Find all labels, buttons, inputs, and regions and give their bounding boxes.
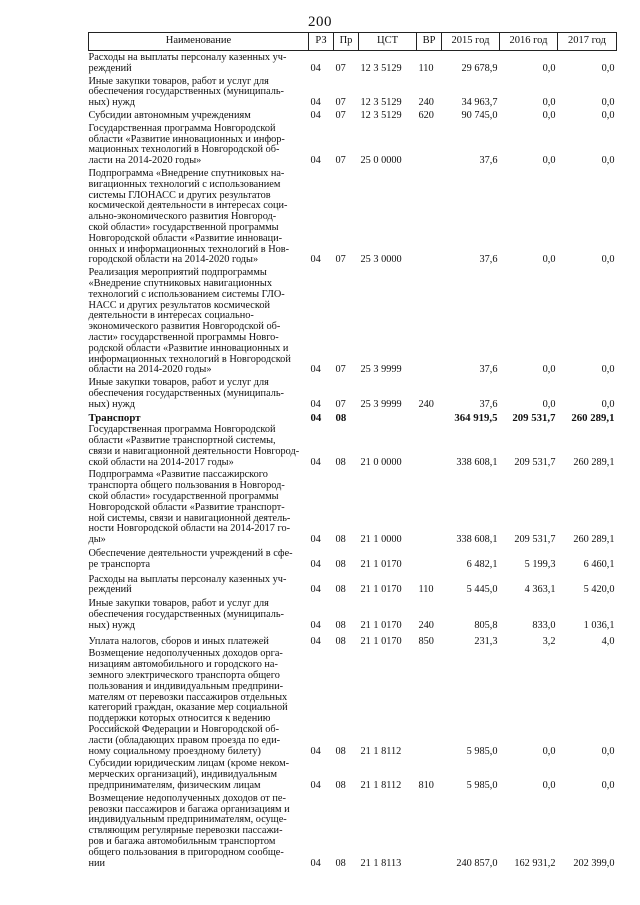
row-cst: 21 1 8113	[360, 857, 402, 869]
row-rz: 04	[310, 558, 321, 570]
row-value-2017: 260 289,1	[573, 456, 615, 468]
row-cst: 21 1 0170	[360, 635, 402, 647]
row-rz: 04	[310, 364, 321, 376]
row-pr: 07	[335, 62, 346, 74]
row-rz: 04	[310, 109, 321, 121]
page-number: 200	[308, 14, 332, 30]
row-name: Обеспечение деятельности учреждений в сфе- ре транспорта	[88, 548, 293, 570]
row-rz: 04	[310, 780, 321, 791]
row-name: Возмещение недополученных доходов от пе- ревозки пассажиров и багажа организациям и индивидуальным предпринимателям, осуще- ствляющим регулярные перевозки пассажи- ров и багажа автомобильным транспортом общего пользования в пригородном сообще- нии	[88, 792, 290, 869]
row-cst: 21 0 0000	[360, 456, 402, 468]
row-rz: 04	[310, 97, 321, 109]
row-pr: 07	[335, 109, 346, 121]
row-value-2016: 209 531,7	[514, 534, 556, 546]
row-value-2016: 0,0	[542, 745, 556, 757]
header-cst: ЦСТ	[359, 33, 417, 51]
row-vr	[417, 468, 442, 546]
row-pr: 08	[335, 558, 346, 570]
header-2016: 2016 год	[500, 33, 558, 51]
row-value-2016: 0,0	[542, 155, 556, 167]
table-row	[89, 757, 617, 791]
row-pr: 07	[335, 364, 346, 376]
row-value-2017: 4,0	[601, 635, 615, 647]
row-pr: 08	[335, 456, 346, 468]
row-value-2017: 202 399,0	[573, 857, 615, 869]
row-value-2017: 260 289,1	[571, 411, 615, 424]
row-vr	[417, 423, 442, 468]
row-cst: 12 3 5129	[360, 62, 402, 74]
row-vr	[417, 167, 442, 266]
row-rz: 04	[310, 155, 321, 167]
row-pr: 08	[335, 619, 346, 631]
row-pr: 08	[335, 857, 346, 869]
row-name: Государственная программа Новгородской области «Развитие транспортной системы, связи и навигационной деятельности Новгород- ской области на 2014-2017 годы»	[88, 424, 300, 468]
table-row	[89, 468, 617, 546]
row-vr: 240	[418, 398, 434, 410]
row-cst	[359, 411, 417, 424]
row-value-2015: 338 608,1	[456, 534, 498, 546]
header-2015: 2015 год	[442, 33, 500, 51]
header-pr: Пр	[334, 33, 359, 51]
row-pr: 07	[335, 254, 346, 266]
row-value-2015: 6 482,1	[466, 558, 498, 570]
row-rz: 04	[310, 745, 321, 757]
row-name: Иные закупки товаров, работ и услуг для обеспечения государственных (муниципаль- ных) нужд	[88, 377, 284, 410]
row-vr	[417, 411, 442, 424]
row-name: Иные закупки товаров, работ и услуг для обеспечения государственных (муниципаль- ных) нужд	[88, 598, 284, 631]
row-name: Расходы на выплаты персоналу казенных уч- реждений	[88, 52, 287, 74]
row-cst: 21 1 8112	[360, 780, 402, 791]
row-vr: 620	[418, 109, 434, 121]
row-value-2017: 0,0	[601, 364, 615, 376]
row-name: Иные закупки товаров, работ и услуг для обеспечения государственных (муниципаль- ных) нужд	[88, 75, 284, 109]
row-value-2015: 231,3	[474, 635, 498, 647]
row-value-2016: 0,0	[542, 62, 556, 74]
row-value-2015: 29 678,9	[461, 62, 498, 74]
row-cst: 25 3 9999	[360, 398, 402, 410]
row-name: Реализация мероприятий подпрограммы «Внедрение спутниковых навигационных технологий с использованием системы ГЛО- НАСС и других результатов космической деятельности в интересах социально- экономического развития Новгородской об- ласти» государственной программы Новго- родской области «Развитие инновационных и информационных технологий в Новгородской области на 2014-2020 годы»	[88, 267, 291, 376]
row-name: Уплата налогов, сборов и иных платежей	[88, 635, 269, 647]
row-value-2017: 0,0	[601, 109, 615, 121]
row-rz: 04	[310, 456, 321, 468]
header-name: Наименование	[89, 33, 309, 51]
row-cst: 21 1 0000	[360, 534, 402, 546]
table-row	[89, 423, 617, 468]
row-name: Подпрограмма «Развитие пассажирского транспорта общего пользования в Новгород- ской области» государственной программы Новгородской области «Развитие транспорт- ной системы, связи и навигационной деятель- ности Новгородской области на 2014-2017 го- ды»	[88, 469, 291, 546]
row-pr: 08	[335, 745, 346, 757]
row-value-2017: 0,0	[601, 62, 615, 74]
row-value-2016: 209 531,7	[514, 456, 556, 468]
row-cst: 25 3 0000	[360, 254, 402, 266]
row-value-2015: 338 608,1	[456, 456, 498, 468]
row-rz: 04	[310, 62, 321, 74]
row-value-2016: 0,0	[542, 97, 556, 109]
row-value-2017: 0,0	[601, 97, 615, 109]
row-vr	[417, 266, 442, 376]
row-rz: 04	[310, 619, 321, 631]
row-vr: 850	[418, 635, 434, 647]
row-vr	[417, 792, 442, 870]
row-name: Транспорт	[88, 411, 141, 424]
row-pr: 07	[335, 398, 346, 410]
row-value-2017: 0,0	[601, 745, 615, 757]
row-vr: 110	[418, 62, 434, 74]
row-pr: 07	[335, 155, 346, 167]
row-name: Возмещение недополученных доходов орга- низациям автомобильного и городского на- земного электрического транспорта общего пользования и индивидуальным предприни- мателям от перевозки пассажиров отдельных категорий граждан, оказание мер социальной поддержки которых относится к ведению Российской Федерации и Новгородской об- ласти (обладающих правом проезда по еди- ному социальному проездному билету)	[88, 648, 288, 757]
table-row	[89, 167, 617, 266]
row-value-2017: 1 036,1	[583, 619, 615, 631]
row-value-2017: 0,0	[601, 155, 615, 167]
row-pr: 07	[335, 97, 346, 109]
row-value-2016: 3,2	[542, 635, 556, 647]
row-value-2015: 240 857,0	[456, 857, 498, 869]
table-row	[89, 109, 617, 122]
row-rz: 04	[310, 635, 321, 647]
budget-table	[88, 32, 617, 869]
table-row	[89, 266, 617, 376]
row-vr	[417, 647, 442, 757]
row-vr: 240	[418, 97, 434, 109]
row-vr: 240	[418, 619, 434, 631]
row-value-2015: 5 445,0	[466, 584, 498, 596]
row-cst: 21 1 0170	[360, 558, 402, 570]
table-row	[89, 792, 617, 870]
header-rz: РЗ	[309, 33, 334, 51]
row-value-2015: 805,8	[474, 619, 498, 631]
row-cst: 25 0 0000	[360, 155, 402, 167]
row-pr: 08	[335, 635, 346, 647]
row-value-2015: 37,6	[479, 364, 498, 376]
row-value-2017: 260 289,1	[573, 534, 615, 546]
row-pr: 08	[335, 584, 346, 596]
row-value-2017: 0,0	[601, 254, 615, 266]
row-vr	[417, 122, 442, 167]
row-value-2017: 0,0	[601, 780, 615, 791]
row-cst: 21 1 8112	[360, 745, 402, 757]
row-cst: 25 3 9999	[360, 364, 402, 376]
row-value-2017: 5 420,0	[583, 584, 615, 596]
table-row	[89, 122, 617, 167]
row-value-2016: 4 363,1	[524, 584, 556, 596]
row-value-2017: 0,0	[601, 398, 615, 410]
row-value-2015: 90 745,0	[461, 109, 498, 121]
row-value-2015: 37,6	[479, 155, 498, 167]
row-value-2016: 0,0	[542, 398, 556, 410]
row-pr: 08	[335, 534, 346, 546]
row-pr: 08	[335, 780, 346, 791]
header-vr: ВР	[417, 33, 442, 51]
row-name: Государственная программа Новгородской области «Развитие инновационных и инфор- мационных технологий в Новгородской об- ласти на 2014-2020 годы»	[88, 122, 285, 167]
row-value-2017: 6 460,1	[583, 558, 615, 570]
row-rz: 04	[310, 254, 321, 266]
row-value-2015: 364 919,5	[454, 411, 498, 424]
row-value-2016: 0,0	[542, 364, 556, 376]
row-value-2015: 37,6	[479, 254, 498, 266]
table-row	[89, 376, 617, 410]
row-cst: 21 1 0170	[360, 619, 402, 631]
row-value-2016: 0,0	[542, 109, 556, 121]
table-row	[89, 571, 617, 597]
row-rz: 04	[310, 411, 322, 424]
row-name: Подпрограмма «Внедрение спутниковых на- вигационных технологий с использованием системы ГЛОНАСС и других результатов космической деятельности в интересах соци- ально-экономического развития Новгород- ской области» государственной программы Новгородской области «Развитие инноваци- онных и информационных технологий в Нов- городской области на 2014-2020 годы»	[88, 167, 290, 266]
table-row	[89, 647, 617, 757]
header-2017: 2017 год	[558, 33, 617, 51]
row-value-2016: 0,0	[542, 254, 556, 266]
table-row	[89, 75, 617, 109]
table-row	[89, 596, 617, 631]
row-rz: 04	[310, 584, 321, 596]
row-value-2016: 0,0	[542, 780, 556, 791]
table-row	[89, 51, 617, 75]
row-value-2015: 34 963,7	[461, 97, 498, 109]
table-row	[89, 632, 617, 648]
row-rz: 04	[310, 534, 321, 546]
row-value-2015: 5 985,0	[466, 780, 498, 791]
table-row	[89, 411, 617, 424]
row-name: Субсидии юридическим лицам (кроме неком- мерческих организаций), индивидуальным предпринимателям, физическим лицам	[88, 758, 290, 791]
row-name: Субсидии автономным учреждениям	[88, 109, 251, 121]
row-vr	[417, 546, 442, 571]
row-name: Расходы на выплаты персоналу казенных уч- реждений	[88, 573, 287, 596]
row-vr: 110	[418, 584, 434, 596]
row-value-2016: 5 199,3	[524, 558, 556, 570]
row-value-2015: 37,6	[479, 398, 498, 410]
row-pr: 08	[335, 411, 347, 424]
table-row	[89, 546, 617, 571]
row-value-2016: 209 531,7	[512, 411, 556, 424]
row-value-2015: 5 985,0	[466, 745, 498, 757]
row-rz: 04	[310, 398, 321, 410]
row-cst: 21 1 0170	[360, 584, 402, 596]
row-value-2016: 162 931,2	[514, 857, 556, 869]
table-header-row	[89, 33, 617, 51]
row-cst: 12 3 5129	[360, 97, 402, 109]
row-cst: 12 3 5129	[360, 109, 402, 121]
row-vr: 810	[418, 780, 434, 791]
row-rz: 04	[310, 857, 321, 869]
row-value-2016: 833,0	[532, 619, 556, 631]
